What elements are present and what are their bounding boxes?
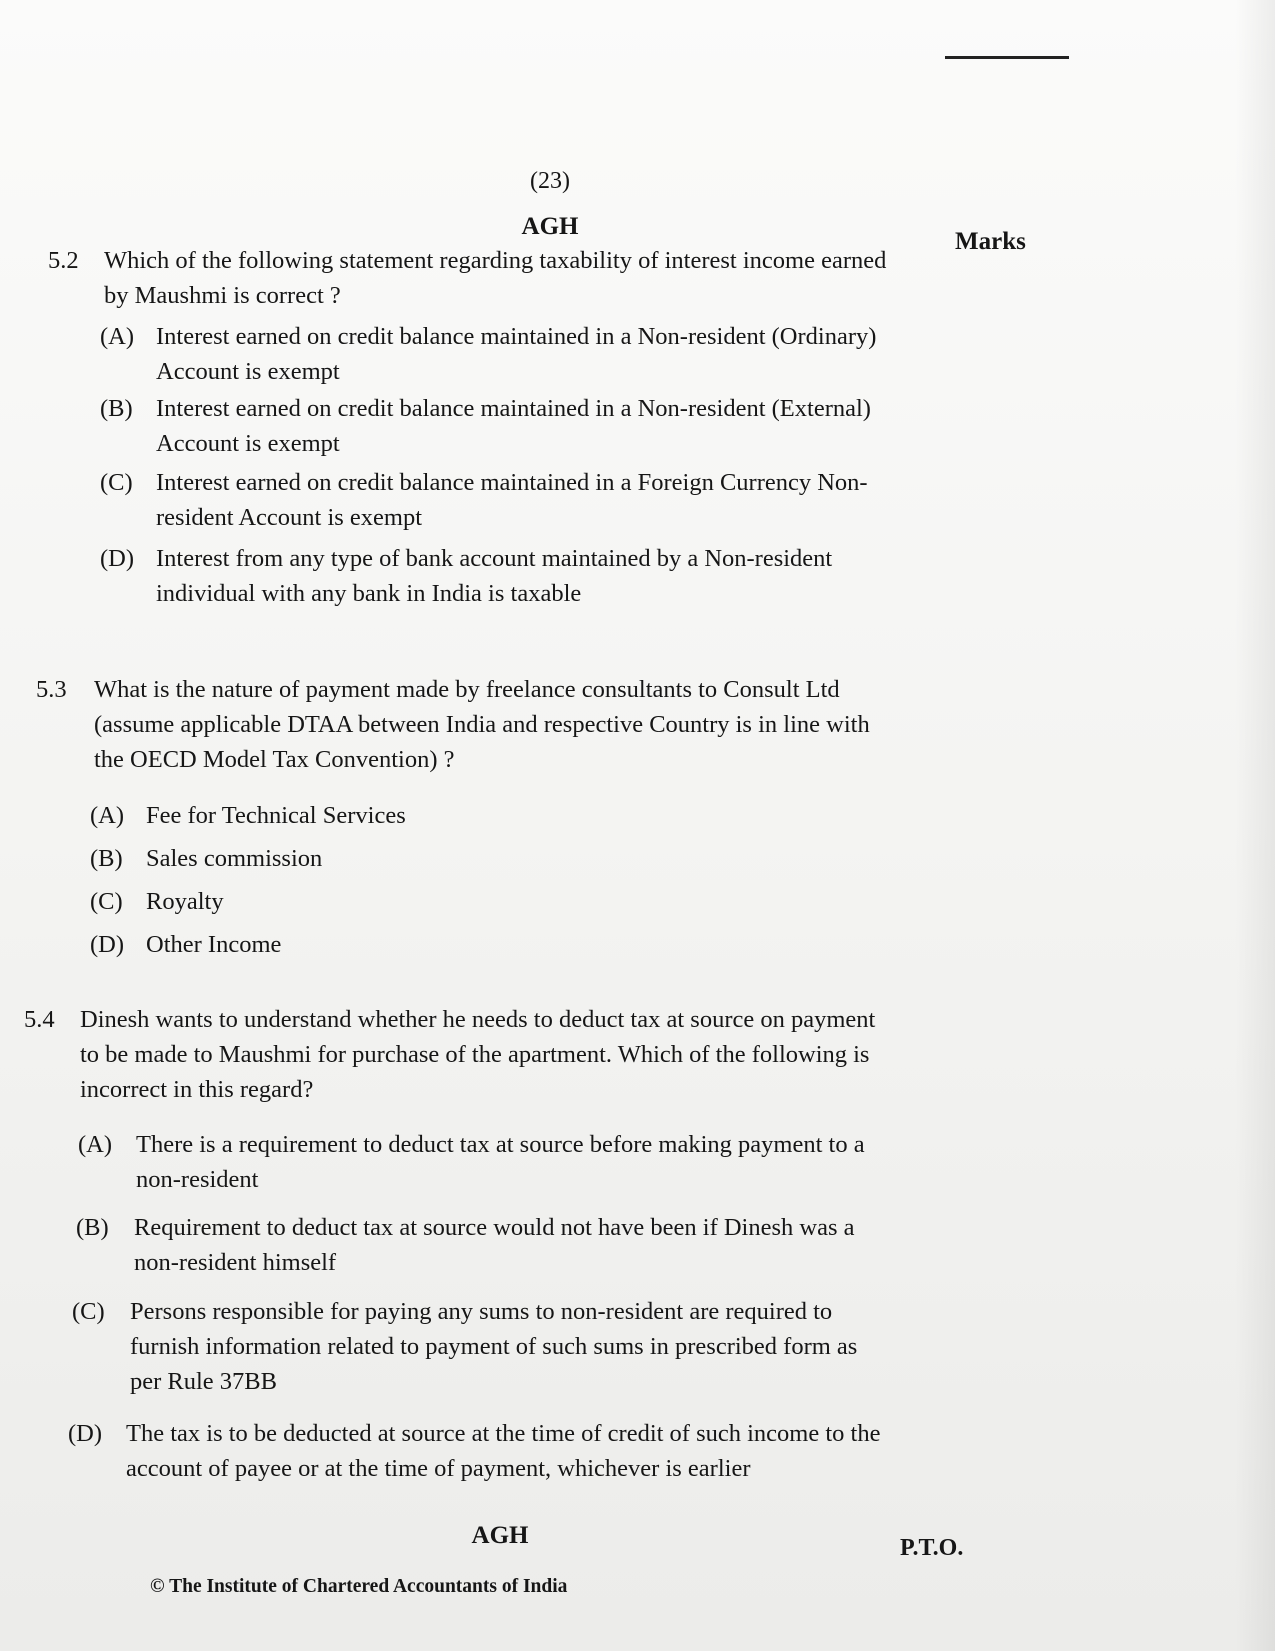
header-paper-code: AGH	[521, 213, 579, 240]
question-text: Dinesh wants to understand whether he needs to deduct tax at source on payment to be made to Maushmi for purchase of the apartment. Which of the following is incorrect in this regard?	[80, 1006, 876, 1103]
option-text: Royalty	[146, 888, 224, 915]
option-letter: (A)	[78, 1131, 113, 1158]
top-rule	[945, 56, 1069, 59]
option-text: Interest earned on credit balance maintained in a Non-resident (External) Account is exempt	[156, 395, 871, 457]
option-letter: (D)	[68, 1420, 103, 1447]
option-letter: (D)	[90, 931, 125, 958]
question-5-3	[36, 672, 896, 962]
option-letter: (D)	[100, 545, 135, 572]
option-letter: (C)	[100, 469, 133, 496]
option-text: Other Income	[146, 931, 282, 958]
question-5-2	[48, 243, 898, 623]
footer-paper-code: AGH	[471, 1522, 529, 1549]
option-text: Persons responsible for paying any sums to non-resident are required to furnish information related to payment of such sums in prescribed form as per Rule 37BB	[130, 1298, 858, 1395]
option-letter: (A)	[90, 802, 125, 829]
option-letter: (C)	[90, 888, 123, 915]
option-text: Fee for Technical Services	[146, 802, 406, 829]
option-letter: (B)	[90, 845, 123, 872]
page-number: (23)	[530, 168, 570, 194]
pto-label: P.T.O.	[900, 1535, 964, 1561]
question-number: 5.2	[48, 247, 79, 274]
option-text: The tax is to be deducted at source at the time of credit of such income to the account of payee or at the time of payment, whichever is earlier	[126, 1420, 881, 1482]
option-letter: (A)	[100, 323, 135, 350]
question-text: What is the nature of payment made by freelance consultants to Consult Ltd (assume applicable DTAA between India and respective Country is in line with the OECD Model Tax Convention) ?	[94, 676, 870, 773]
option-text: Interest earned on credit balance maintained in a Foreign Currency Non-resident Account is exempt	[156, 469, 868, 531]
page-edge-shadow	[1235, 0, 1275, 1651]
option-text: Interest earned on credit balance maintained in a Non-resident (Ordinary) Account is exempt	[156, 323, 877, 385]
question-5-4	[24, 1002, 896, 1502]
option-letter: (B)	[76, 1214, 109, 1241]
option-letter: (C)	[72, 1298, 105, 1325]
option-text: Requirement to deduct tax at source would not have been if Dinesh was a non-resident himself	[134, 1214, 855, 1276]
marks-label: Marks	[955, 228, 1026, 255]
option-text: Interest from any type of bank account maintained by a Non-resident individual with any bank in India is taxable	[156, 545, 833, 607]
question-text: Which of the following statement regarding taxability of interest income earned by Maushmi is correct ?	[104, 247, 887, 309]
question-number: 5.3	[36, 676, 67, 703]
option-letter: (B)	[100, 395, 133, 422]
question-number: 5.4	[24, 1006, 55, 1033]
option-text: There is a requirement to deduct tax at source before making payment to a non-resident	[136, 1131, 865, 1193]
option-text: Sales commission	[146, 845, 323, 872]
copyright-notice: © The Institute of Chartered Accountants of India	[150, 1576, 568, 1597]
